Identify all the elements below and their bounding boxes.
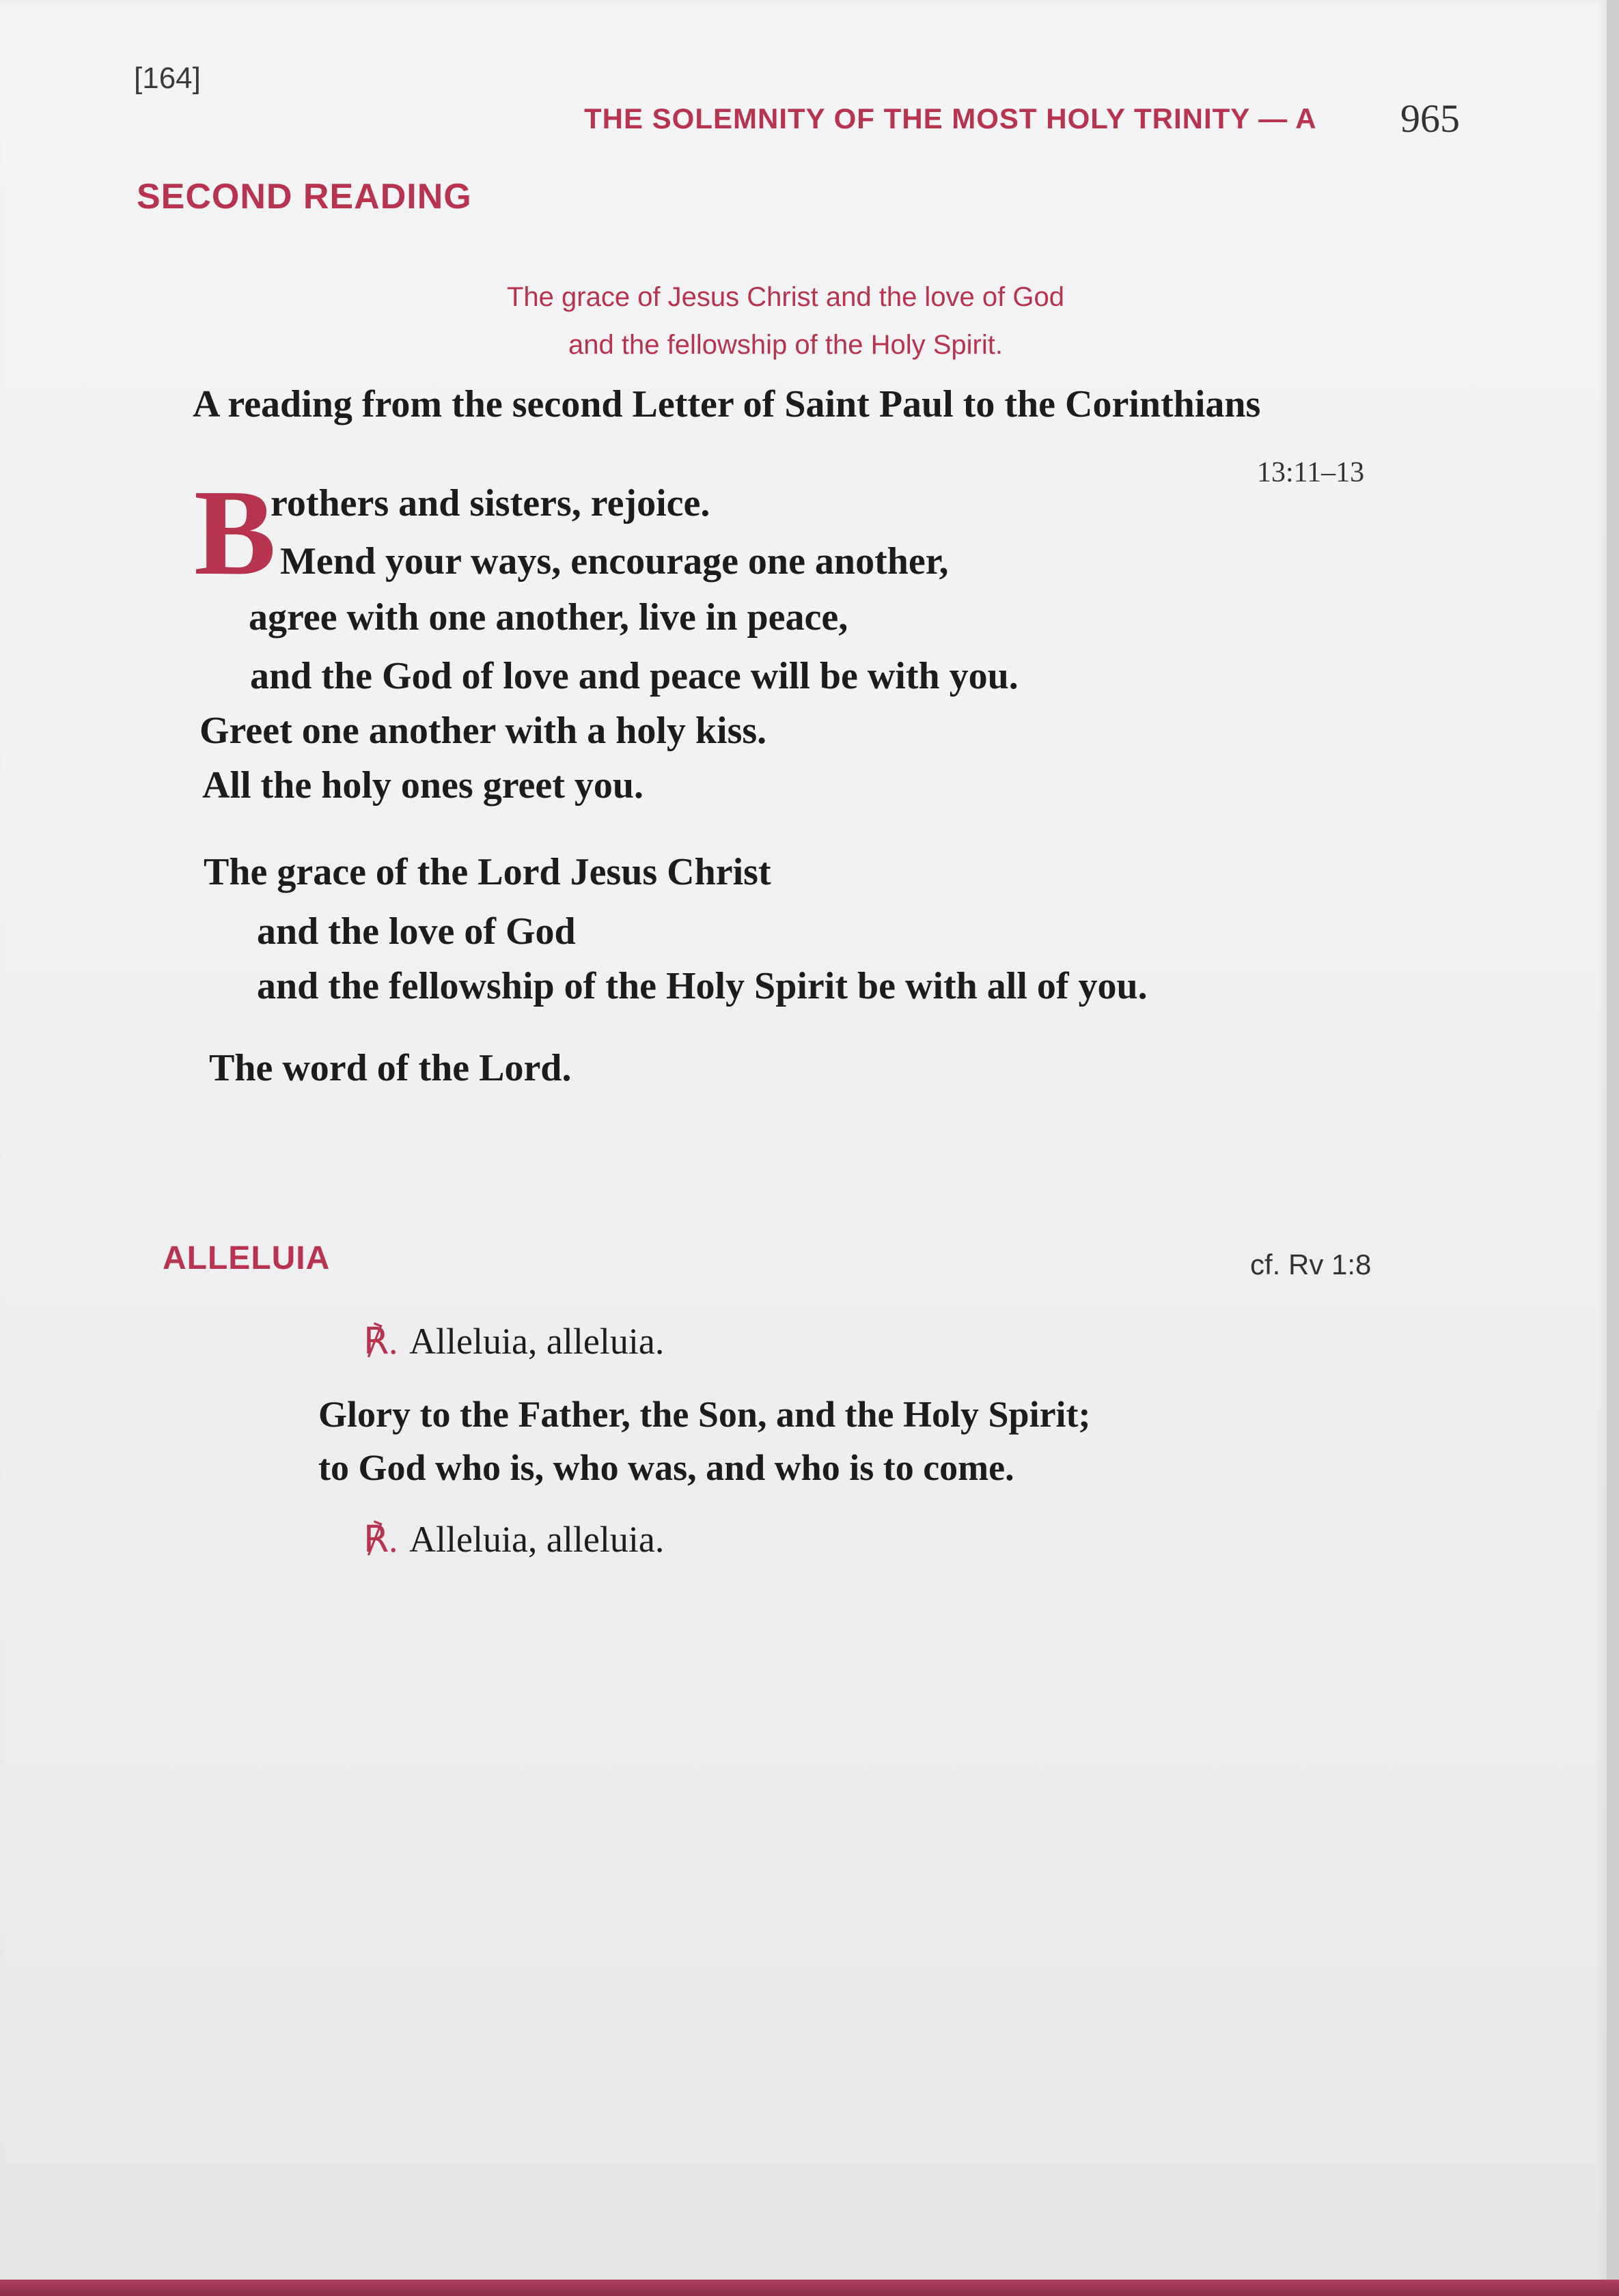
reading-citation: 13:11–13 — [1257, 457, 1365, 488]
word-of-the-lord: The word of the Lord. — [209, 1047, 572, 1089]
reading-line-5: Greet one another with a holy kiss. — [199, 710, 767, 752]
reading-intro: A reading from the second Letter of Saint Paul to the Corinthians — [193, 383, 1261, 425]
alleluia-verse-line-2: to God who is, who was, and who is to come. — [318, 1447, 1014, 1488]
reading-line-2: Mend your ways, encourage one another, — [280, 540, 949, 583]
response-text: Alleluia, alleluia. — [409, 1321, 665, 1362]
response-symbol: ℟. — [363, 1519, 398, 1560]
alleluia-heading: ALLELUIA — [163, 1240, 331, 1276]
bracket-number: [164] — [134, 61, 201, 95]
reading-line-8: and the love of God — [257, 910, 576, 953]
response-line-1 — [363, 1319, 664, 1362]
summary-line-1: The grace of Jesus Christ and the love of God — [507, 282, 1064, 312]
running-title: THE SOLEMNITY OF THE MOST HOLY TRINITY — A — [584, 102, 1317, 135]
alleluia-citation: cf. Rv 1:8 — [1250, 1248, 1372, 1280]
drop-cap: B — [194, 464, 277, 600]
response-line-2 — [363, 1517, 664, 1560]
second-reading-heading: SECOND READING — [137, 177, 472, 216]
alleluia-verse-line-1: Glory to the Father, the Son, and the Holy Spirit; — [318, 1394, 1091, 1435]
response-text: Alleluia, alleluia. — [409, 1519, 665, 1560]
reading-summary — [410, 273, 1161, 369]
reading-line-3: agree with one another, live in peace, — [249, 596, 848, 639]
reading-line-1: rothers and sisters, rejoice. — [271, 482, 710, 524]
page-number: 965 — [1400, 96, 1460, 141]
reading-line-7: The grace of the Lord Jesus Christ — [204, 851, 771, 893]
reading-line-6: All the holy ones greet you. — [202, 764, 644, 807]
response-symbol: ℟. — [363, 1321, 398, 1362]
summary-line-2: and the fellowship of the Holy Spirit. — [568, 330, 1003, 360]
reading-line-9: and the fellowship of the Holy Spirit be with all of you. — [257, 965, 1148, 1007]
reading-line-4: and the God of love and peace will be with you. — [250, 655, 1019, 697]
page-edge — [0, 2280, 1619, 2296]
